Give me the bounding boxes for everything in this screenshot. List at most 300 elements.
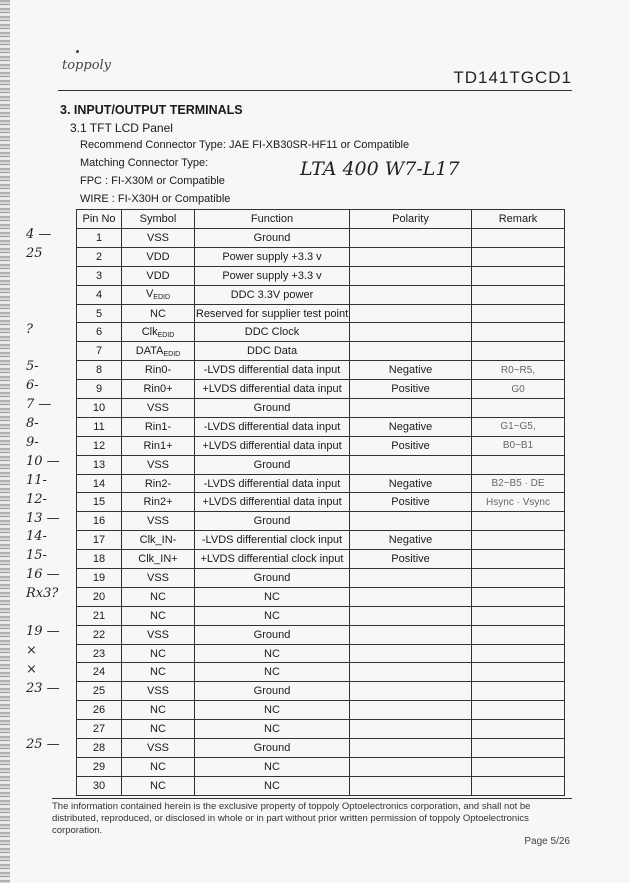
pin-cell <box>77 229 122 248</box>
table-row <box>77 417 565 436</box>
symbol-cell-text: V <box>145 288 154 301</box>
pin-cell <box>77 569 122 588</box>
symbol-cell <box>122 757 195 776</box>
polarity-cell-text: Negative <box>388 477 433 490</box>
pin-cell <box>77 361 122 380</box>
pin-cell-text: 9 <box>95 383 103 396</box>
function-cell-text: Ground <box>253 231 291 244</box>
function-cell-text: Ground <box>253 571 291 584</box>
polarity-cell <box>350 550 472 569</box>
function-cell <box>195 587 350 606</box>
function-cell <box>195 436 350 455</box>
polarity-cell-text: Positive <box>391 383 430 396</box>
symbol-cell-text: VSS <box>146 571 169 584</box>
polarity-cell <box>350 720 472 739</box>
function-cell <box>195 776 350 795</box>
margin-handwritten-mark: 19 — <box>26 623 60 639</box>
pin-cell-text: 22 <box>92 628 106 641</box>
margin-handwritten-mark: 14- <box>26 529 47 545</box>
function-cell-text: -LVDS differential data input <box>203 477 341 490</box>
pin-cell <box>77 304 122 323</box>
pin-cell-text: 14 <box>92 477 106 490</box>
remark-cell <box>472 776 565 795</box>
table-row <box>77 380 565 399</box>
symbol-cell <box>122 474 195 493</box>
function-cell <box>195 342 350 361</box>
symbol-cell-text: VSS <box>146 401 169 414</box>
function-cell <box>195 417 350 436</box>
function-cell <box>195 512 350 531</box>
symbol-cell-text: NC <box>150 779 166 792</box>
recommend-connector-line: Recommend Connector Type: JAE FI-XB30SR-HF11 or Compatible <box>80 139 410 151</box>
pin-assignment-table <box>76 209 565 796</box>
symbol-cell <box>122 682 195 701</box>
remark-cell <box>472 342 565 361</box>
polarity-cell <box>350 757 472 776</box>
margin-handwritten-mark: 11- <box>26 472 47 488</box>
symbol-cell-text: Rin1- <box>144 420 172 433</box>
pin-cell-text: 21 <box>92 609 106 622</box>
pin-cell <box>77 682 122 701</box>
table-row <box>77 266 565 285</box>
header-remark: Remark <box>472 210 565 229</box>
pin-cell-text: 29 <box>92 760 106 773</box>
table-row <box>77 663 565 682</box>
polarity-cell <box>350 644 472 663</box>
company-logo: toppoly <box>62 58 112 73</box>
polarity-cell <box>350 474 472 493</box>
function-cell-text: NC <box>264 704 280 717</box>
pin-cell <box>77 625 122 644</box>
function-cell-text: NC <box>264 666 280 679</box>
function-cell-text: +LVDS differential data input <box>202 439 342 452</box>
table-row <box>77 757 565 776</box>
header-function: Function <box>195 210 350 229</box>
symbol-cell <box>122 663 195 682</box>
symbol-cell-text: VSS <box>146 515 169 528</box>
symbol-cell-text: NC <box>150 666 166 679</box>
remark-cell <box>472 512 565 531</box>
symbol-cell-text: VSS <box>146 231 169 244</box>
function-cell-text: NC <box>264 760 280 773</box>
remark-cell <box>472 531 565 550</box>
symbol-subscript: EDID <box>163 350 181 358</box>
polarity-cell <box>350 493 472 512</box>
symbol-cell-text: Clk_IN- <box>139 534 177 547</box>
function-cell-text: Power supply +3.3 v <box>222 250 322 263</box>
polarity-cell <box>350 625 472 644</box>
pin-cell-text: 16 <box>92 515 106 528</box>
header-divider <box>58 90 572 91</box>
margin-handwritten-mark: 25 — <box>26 737 60 753</box>
table-row <box>77 323 565 342</box>
remark-cell <box>472 550 565 569</box>
pin-cell <box>77 550 122 569</box>
function-cell-text: -LVDS differential data input <box>203 420 341 433</box>
pin-cell-text: 10 <box>92 401 106 414</box>
table-row <box>77 285 565 304</box>
function-cell <box>195 380 350 399</box>
polarity-cell <box>350 380 472 399</box>
function-cell <box>195 739 350 758</box>
polarity-cell <box>350 701 472 720</box>
table-row <box>77 436 565 455</box>
function-cell <box>195 493 350 512</box>
function-cell-text: DDC Data <box>246 345 298 358</box>
pin-cell-text: 2 <box>95 250 103 263</box>
table-row <box>77 625 565 644</box>
table-row <box>77 474 565 493</box>
pin-cell-text: 28 <box>92 741 106 754</box>
polarity-cell <box>350 285 472 304</box>
symbol-cell-text: Rin0+ <box>143 383 173 396</box>
function-cell <box>195 229 350 248</box>
remark-cell <box>472 569 565 588</box>
remark-cell <box>472 493 565 512</box>
symbol-cell <box>122 606 195 625</box>
binding-edge <box>0 0 10 883</box>
function-cell <box>195 323 350 342</box>
symbol-cell-text: NC <box>150 647 166 660</box>
symbol-cell <box>122 776 195 795</box>
fpc-line: FPC : FI-X30M or Compatible <box>80 175 225 187</box>
function-cell <box>195 720 350 739</box>
polarity-cell <box>350 776 472 795</box>
symbol-cell <box>122 436 195 455</box>
remark-cell <box>472 436 565 455</box>
remark-cell <box>472 266 565 285</box>
symbol-cell-text: Rin0- <box>144 364 172 377</box>
polarity-cell <box>350 323 472 342</box>
function-cell <box>195 304 350 323</box>
table-row <box>77 493 565 512</box>
remark-cell-text: G1~G5, <box>500 421 536 433</box>
function-cell-text: Ground <box>253 458 291 471</box>
pin-cell <box>77 757 122 776</box>
pin-cell <box>77 720 122 739</box>
symbol-cell-text: Rin2- <box>144 477 172 490</box>
function-cell <box>195 285 350 304</box>
symbol-cell-text: VSS <box>146 685 169 698</box>
pin-cell <box>77 701 122 720</box>
margin-handwritten-mark: 4 — <box>26 227 52 242</box>
pin-cell-text: 11 <box>93 420 105 433</box>
function-cell-text: Ground <box>253 741 291 754</box>
polarity-cell <box>350 682 472 701</box>
polarity-cell-text: Negative <box>388 534 433 547</box>
polarity-cell <box>350 436 472 455</box>
remark-cell-text: G0 <box>511 383 525 395</box>
logo-dot <box>76 50 79 53</box>
polarity-cell <box>350 455 472 474</box>
footer-divider <box>52 798 572 799</box>
function-cell-text: NC <box>264 609 280 622</box>
remark-cell <box>472 304 565 323</box>
section-title: 3. INPUT/OUTPUT TERMINALS <box>60 103 243 117</box>
margin-handwritten-mark: × <box>26 642 37 658</box>
pin-cell-text: 6 <box>95 326 103 339</box>
remark-cell <box>472 606 565 625</box>
table-row <box>77 587 565 606</box>
table-row <box>77 701 565 720</box>
polarity-cell <box>350 587 472 606</box>
symbol-cell <box>122 361 195 380</box>
remark-cell <box>472 455 565 474</box>
pin-cell <box>77 436 122 455</box>
symbol-cell <box>122 739 195 758</box>
remark-cell <box>472 682 565 701</box>
symbol-cell <box>122 587 195 606</box>
polarity-cell <box>350 606 472 625</box>
function-cell <box>195 757 350 776</box>
remark-cell-text: B0~B1 <box>502 440 534 452</box>
function-cell-text: Power supply +3.3 v <box>222 269 322 282</box>
function-cell <box>195 266 350 285</box>
symbol-cell <box>122 644 195 663</box>
pin-cell-text: 13 <box>92 458 106 471</box>
pin-cell-text: 27 <box>92 723 106 736</box>
header-pin-no: Pin No <box>77 210 122 229</box>
pin-cell <box>77 455 122 474</box>
symbol-cell <box>122 493 195 512</box>
symbol-cell-text: NC <box>150 609 166 622</box>
pin-cell <box>77 776 122 795</box>
footer-disclaimer: The information contained herein is the exclusive property of toppoly Optoelectronics corporation, and shall not be distributed, reproduced, or disclosed in whole or in part without prior written permission of toppoly Optoelectronics corporation. <box>52 801 531 836</box>
function-cell-text: +LVDS differential clock input <box>200 553 344 566</box>
symbol-cell <box>122 229 195 248</box>
symbol-cell-text: NC <box>150 723 166 736</box>
remark-cell <box>472 663 565 682</box>
symbol-cell <box>122 247 195 266</box>
table-row <box>77 304 565 323</box>
symbol-cell <box>122 512 195 531</box>
symbol-cell <box>122 285 195 304</box>
table-header-row <box>77 210 565 229</box>
polarity-cell <box>350 663 472 682</box>
table-row <box>77 682 565 701</box>
remark-cell <box>472 625 565 644</box>
pin-cell-text: 4 <box>95 288 103 301</box>
remark-cell <box>472 757 565 776</box>
pin-cell-text: 15 <box>92 496 106 509</box>
symbol-cell <box>122 266 195 285</box>
pin-cell <box>77 323 122 342</box>
symbol-cell-text: NC <box>150 590 166 603</box>
pin-cell-text: 26 <box>92 704 106 717</box>
polarity-cell-text: Positive <box>391 496 430 509</box>
pin-cell <box>77 474 122 493</box>
function-cell-text: Ground <box>253 515 291 528</box>
function-cell <box>195 701 350 720</box>
subsection-title: 3.1 TFT LCD Panel <box>70 121 173 135</box>
pin-cell-text: 30 <box>92 779 106 792</box>
function-cell-text: DDC Clock <box>244 326 300 339</box>
margin-handwritten-mark: 15- <box>26 548 47 564</box>
function-cell-text: +LVDS differential data input <box>202 383 342 396</box>
pin-cell-text: 19 <box>92 571 106 584</box>
remark-cell-text: Hsync · Vsync <box>486 496 550 508</box>
symbol-cell <box>122 380 195 399</box>
pin-cell <box>77 247 122 266</box>
function-cell-text: +LVDS differential data input <box>202 496 342 509</box>
symbol-cell-text: Rin2+ <box>143 496 173 509</box>
function-cell-text: -LVDS differential clock input <box>201 534 343 547</box>
function-cell <box>195 625 350 644</box>
symbol-subscript: EDID <box>157 331 175 339</box>
table-row <box>77 569 565 588</box>
margin-handwritten-mark: × <box>26 661 37 677</box>
pin-cell <box>77 663 122 682</box>
function-cell-text: Ground <box>253 685 291 698</box>
pin-cell-text: 12 <box>92 439 106 452</box>
pin-cell-text: 18 <box>92 553 106 566</box>
pin-cell <box>77 531 122 550</box>
polarity-cell-text: Negative <box>388 420 433 433</box>
page-number: Page 5/26 <box>524 836 570 847</box>
margin-handwritten-mark: 16 — <box>26 567 60 583</box>
function-cell-text: -LVDS differential data input <box>203 364 341 377</box>
remark-cell <box>472 285 565 304</box>
remark-cell <box>472 247 565 266</box>
pin-cell <box>77 266 122 285</box>
table-row <box>77 342 565 361</box>
pin-cell-text: 17 <box>92 534 106 547</box>
function-cell <box>195 644 350 663</box>
pin-cell <box>77 342 122 361</box>
polarity-cell <box>350 399 472 418</box>
table-row <box>77 720 565 739</box>
function-cell-text: Ground <box>253 628 291 641</box>
matching-connector-line: Matching Connector Type: <box>80 157 209 169</box>
function-cell <box>195 550 350 569</box>
polarity-cell <box>350 247 472 266</box>
polarity-cell-text: Positive <box>391 439 430 452</box>
pin-cell-text: 7 <box>95 345 103 358</box>
function-cell-text: Reserved for supplier test point <box>195 307 349 320</box>
remark-cell <box>472 380 565 399</box>
symbol-cell <box>122 701 195 720</box>
function-cell <box>195 361 350 380</box>
symbol-cell-text: VSS <box>146 628 169 641</box>
function-cell-text: NC <box>264 647 280 660</box>
table-row <box>77 776 565 795</box>
polarity-cell <box>350 229 472 248</box>
margin-handwritten-mark: 7 — <box>26 397 52 413</box>
function-cell-text: Ground <box>253 401 291 414</box>
pin-table-body <box>77 229 565 796</box>
margin-handwritten-mark: 6- <box>26 378 39 394</box>
remark-cell <box>472 739 565 758</box>
remark-cell <box>472 644 565 663</box>
remark-cell <box>472 720 565 739</box>
symbol-cell <box>122 342 195 361</box>
symbol-cell-text: VDD <box>146 269 170 282</box>
table-row <box>77 455 565 474</box>
polarity-cell <box>350 266 472 285</box>
remark-cell <box>472 417 565 436</box>
symbol-cell <box>122 720 195 739</box>
pin-cell-text: 24 <box>92 666 106 679</box>
function-cell <box>195 606 350 625</box>
polarity-cell <box>350 512 472 531</box>
document-id: TD141TGCD1 <box>453 68 572 87</box>
pin-cell <box>77 644 122 663</box>
function-cell-text: NC <box>264 779 280 792</box>
remark-cell-text: R0~R5, <box>500 364 536 376</box>
remark-cell <box>472 587 565 606</box>
function-cell-text: NC <box>264 590 280 603</box>
symbol-cell-text: Rin1+ <box>143 439 173 452</box>
header-polarity: Polarity <box>350 210 472 229</box>
pin-cell-text: 1 <box>95 231 103 244</box>
margin-handwritten-mark: ? <box>26 321 33 337</box>
polarity-cell-text: Positive <box>391 553 430 566</box>
pin-cell <box>77 493 122 512</box>
symbol-cell-text: DATA <box>135 344 164 357</box>
symbol-cell-text: NC <box>150 307 166 320</box>
margin-handwritten-mark: 13 — <box>26 510 60 526</box>
polarity-cell <box>350 361 472 380</box>
pin-cell-text: 23 <box>92 647 106 660</box>
table-row <box>77 644 565 663</box>
polarity-cell <box>350 569 472 588</box>
function-cell <box>195 569 350 588</box>
margin-handwritten-mark: 8- <box>26 416 39 431</box>
pin-cell <box>77 587 122 606</box>
remark-cell <box>472 474 565 493</box>
header-symbol: Symbol <box>122 210 195 229</box>
table-row <box>77 361 565 380</box>
function-cell <box>195 531 350 550</box>
polarity-cell <box>350 342 472 361</box>
margin-handwritten-mark: 5- <box>26 359 39 375</box>
wire-line: WIRE : FI-X30H or Compatible <box>80 193 231 205</box>
pin-cell-text: 5 <box>95 307 103 320</box>
polarity-cell <box>350 417 472 436</box>
margin-handwritten-mark: 23 — <box>26 680 60 696</box>
table-row <box>77 399 565 418</box>
polarity-cell <box>350 531 472 550</box>
pin-cell <box>77 399 122 418</box>
symbol-cell <box>122 550 195 569</box>
function-cell <box>195 663 350 682</box>
symbol-cell-text: VSS <box>146 741 169 754</box>
handwritten-part-note: LTA 400 W7-L17 <box>300 158 460 180</box>
remark-cell <box>472 323 565 342</box>
remark-cell <box>472 701 565 720</box>
margin-handwritten-mark: 9- <box>26 434 39 450</box>
table-row <box>77 739 565 758</box>
remark-cell <box>472 229 565 248</box>
symbol-cell <box>122 625 195 644</box>
pin-cell-text: 3 <box>95 269 103 282</box>
symbol-subscript: EDID <box>153 294 171 302</box>
table-row <box>77 247 565 266</box>
polarity-cell <box>350 739 472 758</box>
pin-cell-text: 8 <box>95 364 103 377</box>
function-cell <box>195 455 350 474</box>
symbol-cell <box>122 455 195 474</box>
table-row <box>77 531 565 550</box>
table-row <box>77 229 565 248</box>
symbol-cell-text: Clk <box>141 325 158 338</box>
polarity-cell-text: Negative <box>388 364 433 377</box>
pin-cell-text: 20 <box>92 590 106 603</box>
polarity-cell <box>350 304 472 323</box>
function-cell <box>195 474 350 493</box>
margin-handwritten-mark: 10 — <box>26 453 60 469</box>
table-row <box>77 606 565 625</box>
